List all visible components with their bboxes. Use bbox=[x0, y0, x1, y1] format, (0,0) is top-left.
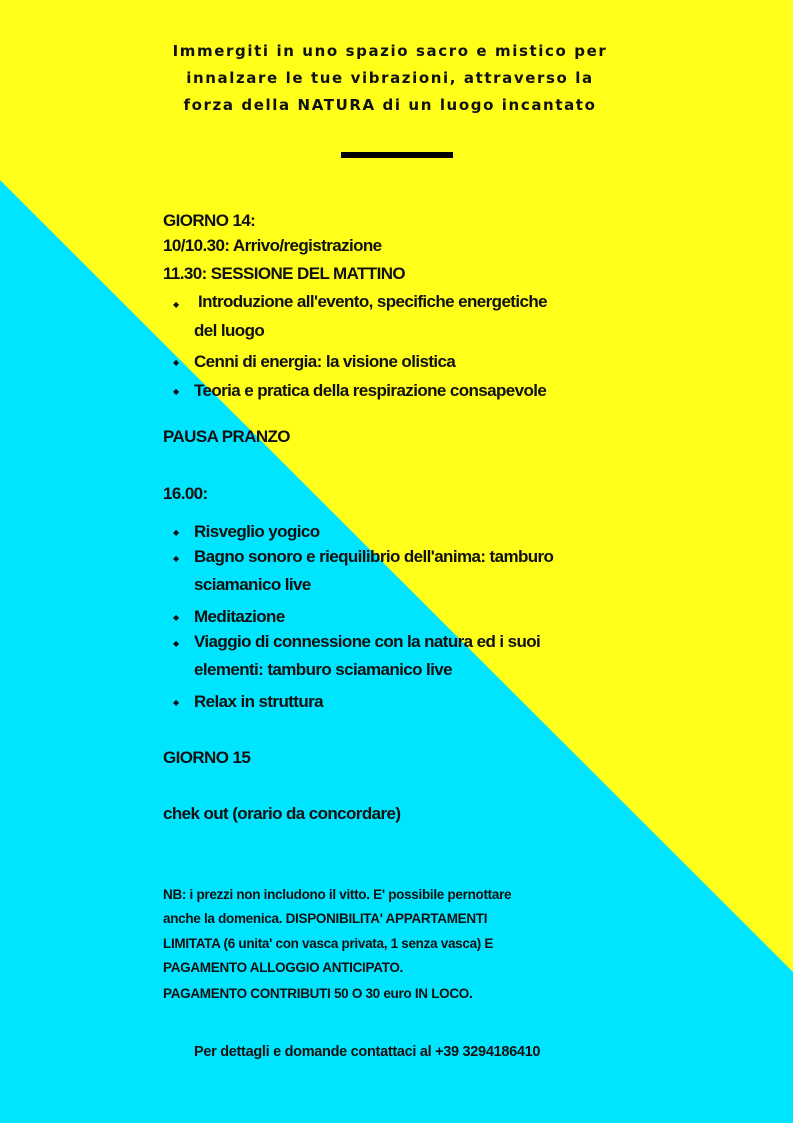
intro-text bbox=[150, 38, 630, 119]
lunch-break: PAUSA PRANZO bbox=[163, 427, 290, 446]
afternoon-item-4-cont: elementi: tamburo sciamanico live bbox=[194, 660, 452, 679]
afternoon-item-2: Bagno sonoro e riequilibrio dell'anima: tamburo bbox=[194, 547, 554, 566]
intro-line-1: Immergiti in uno spazio sacro e mistico per bbox=[172, 42, 608, 60]
intro-line-3: forza della NATURA di un luogo incantato bbox=[183, 96, 597, 114]
bullet-icon: ◆ bbox=[173, 698, 180, 707]
bullet-icon: ◆ bbox=[173, 613, 180, 622]
morning-item-3: Teoria e pratica della respirazione consapevole bbox=[194, 381, 547, 400]
note-line-4: PAGAMENTO ALLOGGIO ANTICIPATO. bbox=[163, 960, 403, 975]
morning-item-1-cont: del luogo bbox=[194, 321, 265, 340]
afternoon-item-4: Viaggio di connessione con la natura ed i suoi bbox=[194, 632, 541, 651]
morning-session-heading: 11.30: SESSIONE DEL MATTINO bbox=[163, 264, 406, 283]
note-line-2: anche la domenica. DISPONIBILITA' APPARTAMENTI bbox=[163, 911, 488, 926]
day14-heading: GIORNO 14: bbox=[163, 211, 256, 230]
day15-heading: GIORNO 15 bbox=[163, 748, 251, 767]
afternoon-heading: 16.00: bbox=[163, 484, 208, 503]
afternoon-item-2-cont: sciamanico live bbox=[194, 575, 311, 594]
bullet-icon: ◆ bbox=[173, 387, 180, 396]
note-line-5: PAGAMENTO CONTRIBUTI 50 O 30 euro IN LOCO. bbox=[163, 986, 473, 1001]
divider-bar bbox=[341, 152, 453, 158]
contact-line: Per dettagli e domande contattaci al +39 3294186410 bbox=[194, 1044, 541, 1060]
bullet-icon: ◆ bbox=[173, 528, 180, 537]
afternoon-item-5: Relax in struttura bbox=[194, 692, 324, 711]
afternoon-item-1: Risveglio yogico bbox=[194, 522, 320, 541]
bullet-icon: ◆ bbox=[173, 554, 180, 563]
bullet-icon: ◆ bbox=[173, 358, 180, 367]
arrival-line: 10/10.30: Arrivo/registrazione bbox=[163, 236, 382, 255]
note-line-1: NB: i prezzi non includono il vitto. E' possibile pernottare bbox=[163, 887, 512, 902]
intro-line-2: innalzare le tue vibrazioni, attraverso la bbox=[186, 69, 594, 87]
afternoon-item-3: Meditazione bbox=[194, 607, 285, 626]
morning-item-2: Cenni di energia: la visione olistica bbox=[194, 352, 456, 371]
note-line-3: LIMITATA (6 unita' con vasca privata, 1 senza vasca) E bbox=[163, 936, 494, 951]
bullet-icon: ◆ bbox=[173, 639, 180, 648]
bullet-icon: ◆ bbox=[173, 300, 180, 309]
morning-item-1: Introduzione all'evento, specifiche energetiche bbox=[198, 292, 547, 311]
checkout-line: chek out (orario da concordare) bbox=[163, 804, 401, 823]
